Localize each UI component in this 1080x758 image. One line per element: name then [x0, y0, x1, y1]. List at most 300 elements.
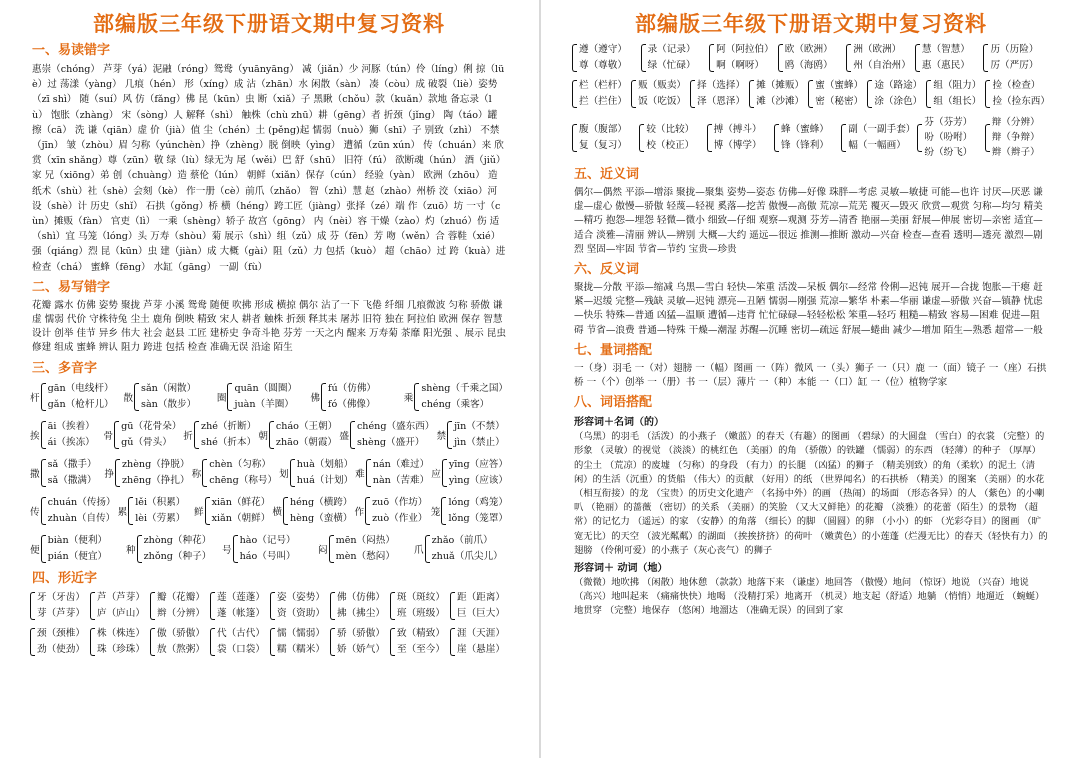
section-heading-easy-miswrite: 二、易写错字: [32, 279, 111, 295]
bracket-icon: [985, 80, 990, 108]
bracket-icon: [329, 535, 334, 563]
similar-chars-pair: [992, 79, 1050, 109]
polyphone-char: 盛: [339, 430, 349, 442]
similar-chars-pair: [638, 79, 686, 109]
similar-char-b: 崖（悬崖）: [457, 643, 505, 655]
similar-char-a: 途（路途）: [874, 80, 923, 91]
similar-char-a: 慧（智慧）: [921, 44, 970, 55]
similar-chars-group: [390, 626, 448, 658]
polyphone-group: [339, 418, 434, 452]
polyphone-char: 禁: [436, 430, 447, 442]
subheading-adj-noun: 形容词＋名词（的）: [574, 417, 664, 429]
polyphone-char: 累: [117, 506, 128, 518]
similar-chars-group: [150, 626, 208, 658]
similar-chars-pair: [848, 123, 915, 153]
bracket-icon: [414, 383, 419, 411]
polyphone-readings: [297, 458, 353, 488]
polyphone-readings: [336, 534, 395, 564]
similar-char-a: 腹（腹部）: [579, 124, 627, 135]
similar-char-b: 敖（熬粥）: [157, 643, 205, 655]
similar-char-b: 至（至今）: [397, 643, 445, 655]
bracket-icon: [350, 421, 355, 449]
reading-a: chéng（盛东西）: [356, 420, 435, 432]
similar-char-b: 尊（尊敬）: [579, 60, 627, 71]
bracket-icon: [30, 628, 35, 656]
polyphone-readings: [48, 496, 116, 526]
similar-chars-pair: [781, 123, 829, 153]
similar-char-b: 鸥（海鸥）: [784, 60, 833, 71]
bracket-icon: [283, 497, 288, 525]
reading-b: xiǎn（朝鲜）: [211, 512, 271, 524]
polyphone-char: 散: [123, 392, 134, 404]
similar-chars-group: [631, 78, 688, 110]
similar-char-a: 欧（欧洲）: [784, 44, 833, 55]
polyphone-char: 折: [183, 430, 194, 442]
polyphone-group: [183, 418, 256, 452]
bracket-icon: [778, 44, 783, 72]
bracket-icon: [841, 124, 846, 152]
polyphone-readings: [454, 420, 505, 450]
reading-b: lǒng（笼罩）: [448, 512, 509, 524]
polyphone-group: [355, 494, 429, 528]
reading-a: chèn（匀称）: [209, 458, 271, 470]
similar-chars-group: [150, 590, 208, 622]
similar-chars-group: [690, 78, 747, 110]
polyphone-readings: [141, 382, 196, 412]
similar-chars-group: [709, 42, 776, 74]
section-heading-synonyms: 五、近义词: [574, 167, 640, 182]
bracket-icon: [366, 459, 371, 487]
reading-a: cháo（王朝）: [275, 420, 338, 432]
bracket-icon: [985, 124, 990, 152]
similar-chars-group: [450, 590, 508, 622]
similar-char-a: 懦（懦弱）: [277, 627, 325, 639]
reading-a: zhé（折断）: [201, 420, 257, 432]
polyphone-group: [404, 380, 508, 414]
similar-char-b: 密（秘密）: [815, 96, 864, 107]
page-title: 部编版三年级下册语文期中复习资料: [635, 11, 987, 36]
polyphone-readings: [240, 534, 296, 564]
similar-char-b: 博（博学）: [713, 140, 762, 151]
similar-char-b: 辩（争辩）: [991, 132, 1040, 143]
similar-chars-group: [707, 114, 772, 162]
similar-char-a: 录（记录）: [647, 44, 696, 55]
bracket-icon: [205, 497, 210, 525]
polyphone-group: [310, 380, 401, 414]
similar-char-b: 校（校正）: [646, 140, 695, 151]
bracket-icon: [774, 124, 779, 152]
polyphone-group: [30, 532, 124, 566]
similar-char-b: 惠（惠民）: [921, 60, 970, 71]
similar-chars-pair: [756, 79, 804, 109]
similar-chars-group: [985, 78, 1050, 110]
polyphone-char: 横: [272, 506, 282, 518]
adj-verb-text: （微微）地吹拂 （闲散）地休憩 （款款）地落下来 （谦虚）地回答 （傲慢）地问 （惊讶）地说 （兴奋）地说 （高兴）地叫起来 （痛痛快快）地喝 （没精打采）地离开 （机灵）地支起（舒适）地躺 （悄悄）地遛近 （蜿蜒）地贯穿 （完整）地保存 （悠闲）地溜达 （准确无误）的回到了家: [574, 577, 1045, 617]
similar-char-b: 蓬（帐篷）: [217, 607, 265, 619]
reading-b: lèi（劳累）: [135, 512, 186, 524]
reading-b: nàn（苦难）: [372, 474, 430, 486]
polyphone-readings: [48, 458, 97, 488]
similar-chars-group: [867, 78, 924, 110]
similar-chars-row: [30, 626, 508, 658]
similar-chars-group: [983, 42, 1050, 74]
similar-char-a: 栏（栏杆）: [579, 80, 627, 91]
similar-chars-group: [90, 590, 148, 622]
similar-chars-pair: [457, 591, 505, 621]
polyphone-group: [217, 380, 308, 414]
bracket-icon: [390, 628, 395, 656]
similar-chars-row: [572, 42, 1050, 74]
bracket-icon: [269, 421, 274, 449]
similar-char-a: 斑（斑纹）: [397, 591, 445, 603]
polyphone-char: 称: [191, 468, 202, 480]
similar-char-a: 蜂（蜜蜂）: [780, 124, 829, 135]
similar-chars-pair: [277, 627, 325, 657]
similar-char-b: 珠（珍珠）: [97, 643, 145, 655]
polyphone-group: [279, 456, 353, 490]
reading-a: hào（记号）: [239, 534, 296, 546]
similar-chars-group: [270, 590, 328, 622]
similar-char-a: 距（距离）: [457, 591, 505, 603]
similar-chars-group: [641, 42, 708, 74]
bracket-icon: [442, 459, 447, 487]
polyphone-char: 佛: [310, 392, 320, 404]
bracket-icon: [150, 592, 155, 620]
reading-a: biàn（便利）: [47, 534, 108, 546]
similar-chars-group: [639, 114, 704, 162]
adj-noun-text: （乌黑）的羽毛 （活泼）的小燕子 （嫩蓝）的春天（有趣）的图画 （碧绿）的大圆盘 （雪白）的衣裳 （完整）的形象 （灵敏）的视觉 （淡淡）的桃红色 （美丽）的角 （骄傲）的铁罐 （懦弱）的东西 （轻薄）的种子 （厚厚）的尘土 （荒凉）的废墟 （匀称）的身段 （有力）的长腿 （凶猛）的狮子 （精美别致）的角（柔软）的泥土（清闲）的生活（沉重）的货船 （伟大）的贡献 （好用）的纸 （世界闻名）的石拱桥 （精美）的图案 （美丽）的水花 （相互衔接）的龙 （宝贵）的历史文化遗产 （名扬中外）的画 （热闹）的场面 （形态各异）的人 （紫色）的小喇叭 （艳丽）的蔷薇 （密切）的关系 （美丽）的笑脸 （又大又鲜艳）的花瓣 （淡雅）的花蕾（陌生）的景物 （超常）的记忆力 （遥远）的家 （安静）的角落 （细长）的脚 （圆圆）的卵 （小小）的虾 （光彩夺目）的图画 （旷宽无比）的天空 （波光粼粼）的湖面 （挨挨挤挤）的荷叶 （嫩黄色）的小莲蓬（烂漫无比）的春天（轻快有力）的翅膀 （伶俐可爱）的小燕子（灰心丧气）的狮子: [574, 431, 1048, 556]
polyphone-char: 应: [431, 468, 441, 480]
similar-char-b: 泽（恩泽）: [697, 96, 746, 107]
similar-char-b: 劲（使劲）: [37, 643, 85, 655]
similar-chars-pair: [37, 591, 85, 621]
similar-chars-pair: [785, 43, 833, 73]
bracket-icon: [572, 124, 577, 152]
polyphone-group: [123, 380, 214, 414]
bracket-icon: [41, 459, 46, 487]
similar-chars-group: [841, 114, 915, 162]
reading-b: zhāo（朝霞）: [275, 436, 338, 448]
polyphone-char: 杆: [30, 392, 40, 404]
polyphone-group: [118, 494, 192, 528]
polyphone-readings: [372, 496, 427, 526]
polyphone-row: [30, 456, 508, 490]
similar-char-c: 辫（辫子）: [991, 147, 1040, 158]
similar-char-a: 捡（检查）: [992, 80, 1041, 91]
similar-char-a: 择（选择）: [697, 80, 746, 91]
bracket-icon: [202, 459, 207, 487]
similar-chars-grid: [30, 590, 508, 658]
bracket-icon: [915, 44, 920, 72]
bracket-icon: [227, 383, 232, 411]
bracket-icon: [90, 592, 95, 620]
bracket-icon: [572, 80, 577, 108]
polyphone-group: [30, 494, 116, 528]
similar-chars-row: [572, 114, 1050, 162]
similar-char-a: 组（阻力）: [933, 80, 982, 91]
polyphone-grid: [30, 380, 508, 566]
similar-chars-pair: [397, 591, 445, 621]
reading-b: zuò（作业）: [372, 512, 428, 524]
polyphone-readings: [276, 420, 337, 450]
similar-chars-pair: [157, 627, 205, 657]
reading-a: sǎn（闲散）: [141, 382, 197, 394]
reading-b: gǔ（骨头）: [121, 436, 172, 448]
polyphone-group: [126, 532, 220, 566]
polyphone-group: [30, 418, 102, 452]
section-heading-antonyms: 六、反义词: [574, 262, 640, 278]
similar-char-b: 绿（忙碌）: [647, 60, 696, 71]
similar-chars-pair: [646, 123, 694, 153]
reading-b: shé（折本）: [201, 436, 257, 448]
polyphone-readings: [122, 458, 190, 488]
similar-chars-row: [30, 590, 508, 622]
similar-chars-pair: [992, 116, 1040, 160]
bracket-icon: [390, 592, 395, 620]
reading-b: mèn（愁闷）: [335, 550, 395, 562]
polyphone-readings: [48, 534, 107, 564]
right-page: [542, 0, 1080, 758]
polyphone-group: [431, 494, 508, 528]
bracket-icon: [128, 497, 133, 525]
reading-b: hèng（蛮横）: [289, 512, 353, 524]
section-heading-easy-misread: 一、易读错字: [32, 43, 111, 58]
bracket-icon: [846, 44, 851, 72]
similar-chars-pair: [815, 79, 863, 109]
polyphone-group: [192, 456, 278, 490]
similar-chars-pair: [697, 79, 745, 109]
similar-chars-pair: [933, 79, 981, 109]
polyphone-char: 爪: [414, 544, 424, 556]
bracket-icon: [330, 592, 335, 620]
polyphone-readings: [209, 458, 277, 488]
polyphone-char: 便: [30, 544, 40, 556]
similar-char-b: 芽（芦芽）: [37, 607, 85, 619]
reading-a: quān（圆圈）: [234, 382, 298, 394]
polyphone-readings: [212, 496, 271, 526]
similar-chars-group: [572, 114, 637, 162]
similar-chars-group: [808, 78, 865, 110]
similar-char-b: 吩（吩咐）: [924, 132, 973, 143]
reading-b: huá（计划）: [296, 474, 354, 486]
bracket-icon: [749, 80, 754, 108]
polyphone-readings: [373, 458, 429, 488]
similar-chars-pair: [853, 43, 911, 73]
similar-char-b: 袋（口袋）: [217, 643, 265, 655]
polyphone-char: 朝: [258, 430, 268, 442]
bracket-icon: [150, 628, 155, 656]
bracket-icon: [983, 44, 988, 72]
similar-char-a: 姿（姿势）: [277, 591, 325, 603]
polyphone-char: 作: [354, 506, 365, 518]
reading-a: gān（电线杆）: [47, 382, 114, 394]
bracket-icon: [330, 628, 335, 656]
polyphone-row: [30, 532, 508, 566]
polyphone-char: 划: [279, 468, 289, 480]
bracket-icon: [321, 383, 326, 411]
polyphone-char: 传: [30, 506, 40, 518]
section-heading-similar-chars: 四、形近字: [32, 570, 98, 586]
reading-b: zhēng（挣扎）: [121, 474, 190, 486]
reading-a: zhǎo（前爪）: [431, 534, 493, 546]
polyphone-readings: [48, 420, 95, 450]
similar-char-b: 饭（吃饭）: [638, 96, 687, 107]
similar-char-b: 娇（娇气）: [337, 643, 385, 655]
reading-b: jìn（禁止）: [454, 436, 505, 448]
polyphone-row: [30, 494, 508, 528]
bracket-icon: [639, 124, 644, 152]
similar-char-a: 历（历险）: [990, 44, 1039, 55]
bracket-icon: [441, 497, 446, 525]
polyphone-char: 鲜: [193, 506, 204, 518]
similar-char-a: 致（精致）: [397, 627, 445, 639]
polyphone-readings: [234, 382, 297, 412]
reading-a: fú（仿佛）: [327, 382, 377, 394]
polyphone-readings: [144, 534, 212, 564]
bracket-icon: [115, 459, 120, 487]
similar-chars-pair: [337, 627, 385, 657]
reading-a: mēn（闷热）: [335, 534, 395, 546]
bracket-icon: [450, 628, 455, 656]
similar-chars-pair: [579, 79, 627, 109]
similar-char-a: 颈（颈椎）: [37, 627, 85, 639]
similar-chars-pair: [579, 43, 627, 73]
page-title: 部编版三年级下册语文期中复习资料: [93, 11, 445, 36]
reading-a: shèng（千乘之国）: [421, 382, 509, 394]
bracket-icon: [917, 124, 922, 152]
section-heading-measure-words: 七、量词搭配: [574, 342, 653, 358]
similar-char-b: 庐（庐山）: [97, 607, 145, 619]
polyphone-group: [222, 532, 316, 566]
reading-b: fó（佛像）: [327, 398, 376, 410]
similar-char-a: 阿（阿拉伯）: [716, 44, 774, 55]
similar-chars-group: [210, 590, 268, 622]
similar-chars-group: [330, 626, 388, 658]
reading-b: yìng（应该）: [448, 474, 508, 486]
similar-char-b: 组（组长）: [933, 96, 982, 107]
reading-b: zhǒng（种子）: [143, 550, 212, 562]
polyphone-char: 种: [126, 544, 136, 556]
similar-char-b: 糯（糯米）: [277, 643, 325, 655]
similar-chars-pair: [397, 627, 445, 657]
bracket-icon: [641, 44, 646, 72]
polyphone-group: [431, 456, 508, 490]
similar-chars-group: [90, 626, 148, 658]
polyphone-readings: [48, 382, 114, 412]
bracket-icon: [194, 421, 199, 449]
polyphone-char: 挣: [104, 468, 114, 480]
polyphone-group: [104, 418, 182, 452]
bracket-icon: [270, 628, 275, 656]
similar-chars-pair: [37, 627, 85, 657]
subheading-adj-verb: 形容词＋ 动词（地）: [574, 563, 668, 575]
similar-chars-pair: [922, 43, 970, 73]
reading-b: pián（便宜）: [47, 550, 108, 562]
polyphone-readings: [421, 382, 508, 412]
similar-chars-group: [210, 626, 268, 658]
similar-chars-group: [572, 42, 639, 74]
polyphone-readings: [135, 496, 185, 526]
similar-char-b: 涂（涂色）: [874, 96, 923, 107]
reading-a: xiān（鲜花）: [211, 496, 271, 508]
bracket-icon: [90, 628, 95, 656]
similar-char-a: 贩（贩卖）: [638, 80, 687, 91]
bracket-icon: [41, 535, 46, 563]
reading-b: ái（挨冻）: [47, 436, 95, 448]
polyphone-char: 笼: [430, 506, 441, 518]
similar-char-b: 锋（锋利）: [780, 140, 829, 151]
polyphone-group: [30, 380, 121, 414]
similar-char-a: 遵（遵守）: [579, 44, 627, 55]
similar-chars-group: [30, 590, 88, 622]
reading-a: āi（挨着）: [47, 420, 95, 432]
bracket-icon: [114, 421, 119, 449]
polyphone-row: [30, 418, 508, 452]
reading-a: zhèng（挣脱）: [121, 458, 190, 470]
reading-b: gǎn（枪杆儿）: [47, 398, 114, 410]
bracket-icon: [41, 383, 46, 411]
reading-b: sàn（散步）: [141, 398, 197, 410]
similar-chars-group: [330, 590, 388, 622]
similar-chars-pair: [277, 591, 325, 621]
bracket-icon: [365, 497, 370, 525]
similar-char-a: 牙（牙齿）: [37, 591, 85, 603]
section-heading-polyphones: 三、多音字: [32, 360, 98, 376]
reading-a: huà（划船）: [296, 458, 354, 470]
similar-char-a: 株（株连）: [97, 627, 145, 639]
polyphone-group: [104, 456, 189, 490]
polyphone-char: 号: [222, 544, 232, 556]
similar-char-b: 州（自治州）: [853, 60, 911, 71]
bracket-icon: [690, 80, 695, 108]
bracket-icon: [709, 44, 714, 72]
polyphone-group: [355, 456, 429, 490]
reading-a: lóng（鸡笼）: [448, 496, 509, 508]
reading-b: sǎ（撒满）: [47, 474, 97, 486]
left-page: [0, 0, 538, 758]
bracket-icon: [137, 535, 142, 563]
similar-chars-pair: [874, 79, 922, 109]
bracket-icon: [210, 592, 215, 620]
bracket-icon: [233, 535, 238, 563]
antonyms-text: 聚拢—分散 平添—缩减 乌黑—雪白 轻快—笨重 活泼—呆板 偶尔—经常 伶俐—迟钝 展开—合拢 饱胀—干瘪 赶紧—迟缓 完整—残缺 灵敏—迟钝 漂亮—丑陋 懦弱—刚强 荒凉—繁华 朴素—华丽 谦虚—骄傲 兴奋—镇静 忧虑—快乐 特殊—普通 凶猛—温顺 遭循—违背 忙忙碌碌—轻轻松松 笨重—轻巧 粗糙—精致 容易—困难 促进—阻碍 节省—浪费 普通—特殊 干燥—潮湿 苏醒—沉睡 密切—疏远 舒展—蜷曲 减少—增加 陌生—熟悉 超常—一般: [574, 282, 1043, 336]
similar-chars-group: [30, 626, 88, 658]
similar-char-b: 复（复习）: [579, 140, 627, 151]
bracket-icon: [707, 124, 712, 152]
similar-chars-pair: [648, 43, 696, 73]
similar-char-a: 芦（芦芽）: [97, 591, 145, 603]
measure-words-text: 一（身）羽毛 一（对）翅膀 一（幅）图画 一（阵）微风 一（头）狮子 一（只）鹿 一（面）镜子 一（座）石拱桥 一（个）创举 一（册）书 一（层）薄片 一（种）本能 一（口）缸 一（位）植物学家: [574, 362, 1047, 389]
polyphone-char: 骨: [103, 430, 114, 442]
similar-char-a: 瓣（花瓣）: [157, 591, 205, 603]
synonyms-text: 偶尔—偶然 平添—增添 聚拢—聚集 姿势—姿态 仿佛—好像 珠胖—考虑 灵敏—敏捷 可能—也许 讨厌—厌恶 谦虚—虚心 傲慢—骄傲 轻蔑—轻视 奚落—挖苦 傲慢—高傲 荒凉—荒芜 覆灭—毁灭 欣赏—观赏 匀称—均匀 精美—精巧 抱怨—埋怨 轻微—微小 细致—仔细 观察—观测 芬芳—清香 艳丽—美丽 舒展—伸展 密切—亲密 适宜—适合 淡雅—清丽 辨认—辨别 大概—大约 遥远—很远 推测—推断 激动—兴奋 检查—查看 透明—透亮 激烈—剧烈 坚固—牢固 节省—节约 宝贵—珍贵: [574, 187, 1043, 255]
reading-a: yīng（应答）: [448, 458, 508, 470]
similar-char-b: 捡（捡东西）: [992, 96, 1050, 107]
similar-chars-group: [390, 590, 448, 622]
similar-chars-pair: [217, 627, 265, 657]
polyphone-group: [194, 494, 270, 528]
bracket-icon: [41, 421, 46, 449]
polyphone-group: [414, 532, 508, 566]
similar-chars-group: [450, 626, 508, 658]
polyphone-group: [258, 418, 337, 452]
similar-char-a: 副（一副手套）: [848, 124, 916, 135]
similar-char-b: 拦（拦住）: [579, 96, 627, 107]
bracket-icon: [926, 80, 931, 108]
similar-char-c: 纷（纷飞）: [924, 147, 973, 158]
similar-chars-group: [917, 114, 982, 162]
similar-char-b: 拂（拂尘）: [337, 607, 385, 619]
